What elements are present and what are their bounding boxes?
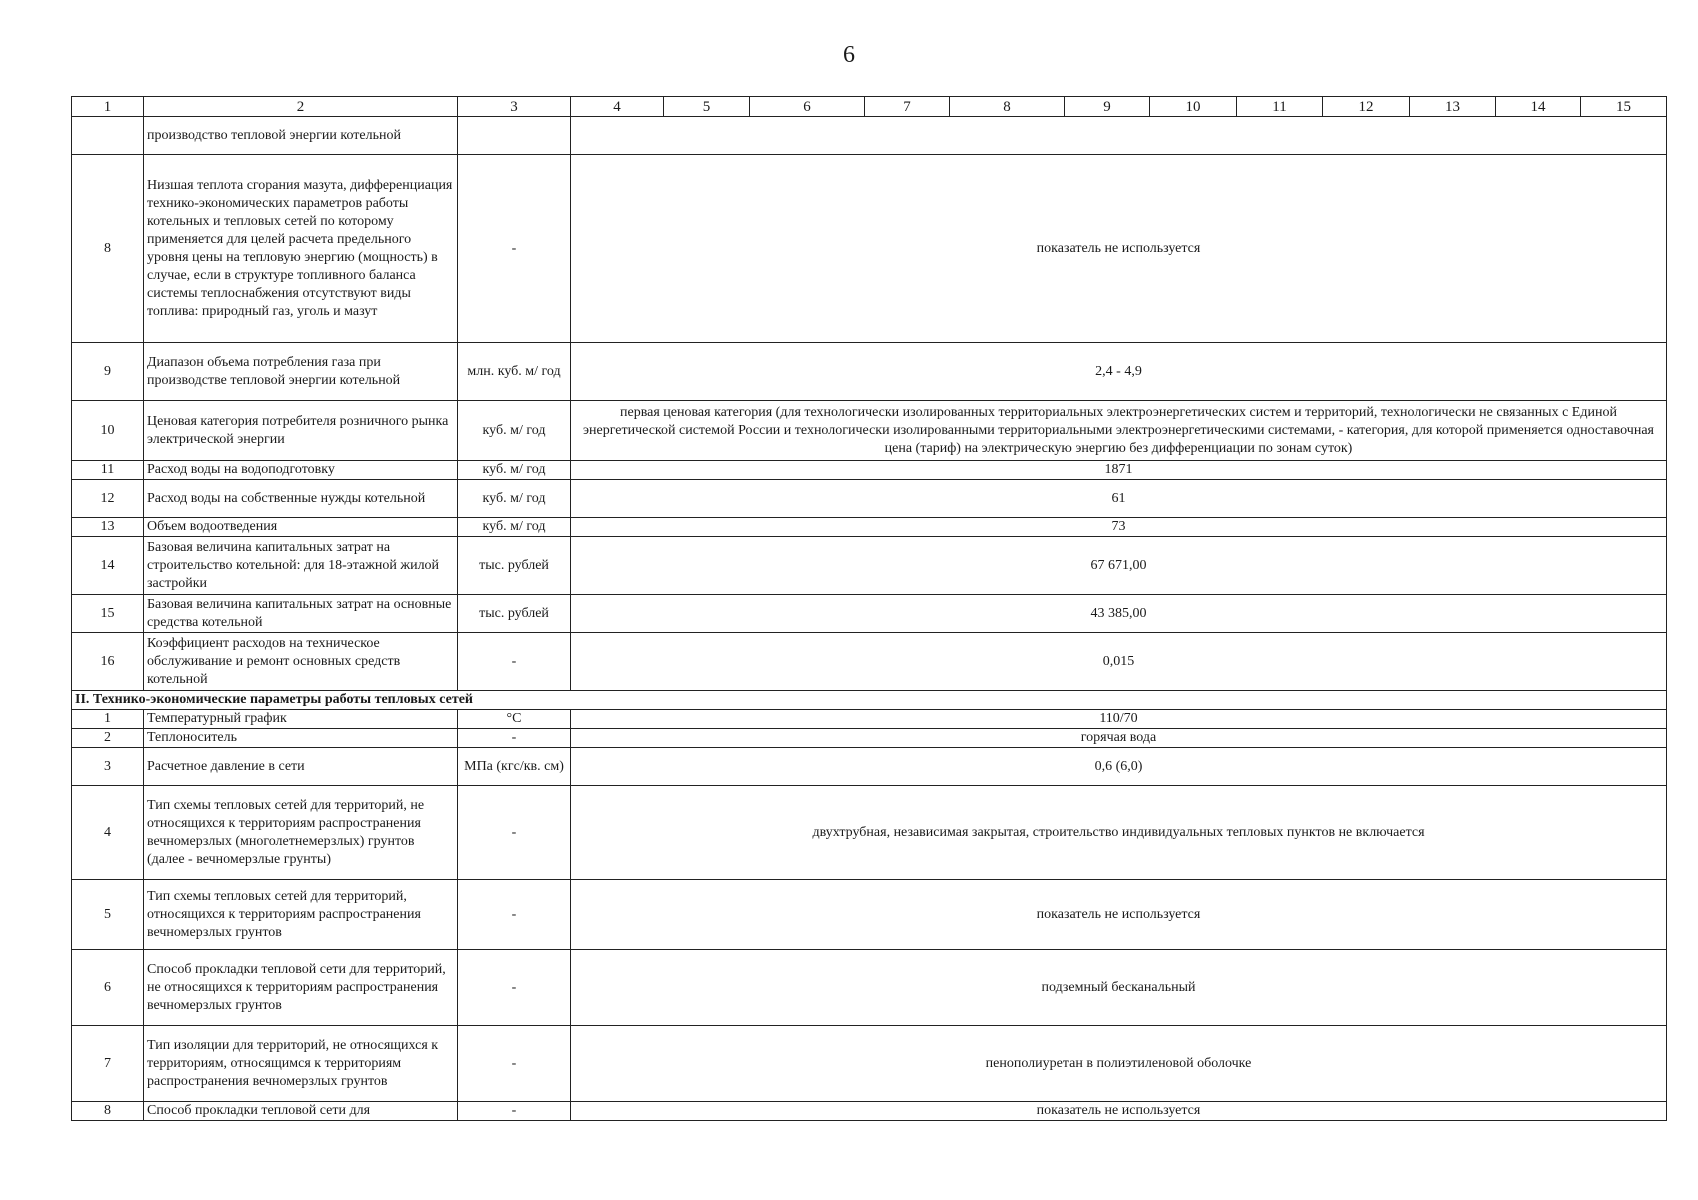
row-number: 10 [72, 401, 144, 461]
parameter-value: 1871 [571, 461, 1667, 480]
parameter-value: 61 [571, 480, 1667, 518]
unit-of-measure: - [458, 155, 571, 343]
col-header: 1 [72, 97, 144, 117]
parameter-name: Расход воды на водоподготовку [144, 461, 458, 480]
row-number: 8 [72, 1102, 144, 1121]
parameter-value: подземный бесканальный [571, 950, 1667, 1026]
unit-of-measure: куб. м/ год [458, 461, 571, 480]
section-title: II. Технико-экономические параметры работы тепловых сетей [72, 691, 1667, 710]
unit-of-measure: млн. куб. м/ год [458, 343, 571, 401]
unit-of-measure [458, 117, 571, 155]
table-row [72, 537, 1667, 595]
row-number: 3 [72, 748, 144, 786]
parameter-name: Способ прокладки тепловой сети для территорий, не относящихся к территориям распространения вечномерзлых грунтов [144, 950, 458, 1026]
table-row [72, 401, 1667, 461]
parameter-value: 73 [571, 518, 1667, 537]
row-number: 4 [72, 786, 144, 880]
parameter-value: показатель не используется [571, 155, 1667, 343]
col-header: 6 [750, 97, 865, 117]
parameter-name: Ценовая категория потребителя розничного рынка электрической энергии [144, 401, 458, 461]
parameter-value: показатель не используется [571, 880, 1667, 950]
parameter-value: 0,6 (6,0) [571, 748, 1667, 786]
table-row [72, 343, 1667, 401]
page-number: 6 [843, 42, 855, 68]
parameter-name: производство тепловой энергии котельной [144, 117, 458, 155]
row-number: 1 [72, 710, 144, 729]
unit-of-measure: куб. м/ год [458, 401, 571, 461]
unit-of-measure: МПа (кгс/кв. см) [458, 748, 571, 786]
parameter-name: Диапазон объема потребления газа при производстве тепловой энергии котельной [144, 343, 458, 401]
unit-of-measure: тыс. рублей [458, 537, 571, 595]
table-row [72, 950, 1667, 1026]
unit-of-measure: - [458, 1102, 571, 1121]
parameter-name: Базовая величина капитальных затрат на строительство котельной: для 18-этажной жилой застройки [144, 537, 458, 595]
col-header: 15 [1581, 97, 1667, 117]
row-number: 14 [72, 537, 144, 595]
unit-of-measure: куб. м/ год [458, 518, 571, 537]
parameter-name: Тип схемы тепловых сетей для территорий, не относящихся к территориям распространения вечномерзлых (многолетнемерзлых) грунтов (далее - вечномерзлые грунты) [144, 786, 458, 880]
col-header: 9 [1065, 97, 1150, 117]
row-number: 8 [72, 155, 144, 343]
parameter-name: Коэффициент расходов на техническое обслуживание и ремонт основных средств котельной [144, 633, 458, 691]
unit-of-measure: °С [458, 710, 571, 729]
unit-of-measure: - [458, 729, 571, 748]
unit-of-measure: тыс. рублей [458, 595, 571, 633]
unit-of-measure: - [458, 786, 571, 880]
row-number: 9 [72, 343, 144, 401]
unit-of-measure: - [458, 950, 571, 1026]
parameter-name: Расчетное давление в сети [144, 748, 458, 786]
unit-of-measure: - [458, 880, 571, 950]
table-row [72, 117, 1667, 155]
table-row [72, 880, 1667, 950]
row-number [72, 117, 144, 155]
parameter-value: двухтрубная, независимая закрытая, строительство индивидуальных тепловых пунктов не включается [571, 786, 1667, 880]
section-heading-row [72, 691, 1667, 710]
parameter-value: 67 671,00 [571, 537, 1667, 595]
parameter-name: Низшая теплота сгорания мазута, дифференциация технико-экономических параметров работы котельных и тепловых сетей по которому применяется для целей расчета предельного уровня цены на тепловую энергию (мощность) в случае, если в структуре топливного баланса системы теплоснабжения отсутствуют виды топлива: природный газ, уголь и мазут [144, 155, 458, 343]
parameter-name: Базовая величина капитальных затрат на основные средства котельной [144, 595, 458, 633]
parameter-value: пенополиуретан в полиэтиленовой оболочке [571, 1026, 1667, 1102]
column-number-header-row [72, 97, 1667, 117]
col-header: 14 [1496, 97, 1581, 117]
parameter-value: 0,015 [571, 633, 1667, 691]
parameter-name: Температурный график [144, 710, 458, 729]
parameter-value: показатель не используется [571, 1102, 1667, 1121]
parameter-value [571, 117, 1667, 155]
row-number: 16 [72, 633, 144, 691]
parameter-value: первая ценовая категория (для технологически изолированных территориальных электроэнергетических систем и территорий, технологически не связанных с Единой энергетической системой России и технологически изолированными территориальными электроэнергетическими системами, - категория, для которой применяется одноставочная цена (тариф) на электрическую энергию без дифференциации по зонам суток) [571, 401, 1667, 461]
table-row [72, 710, 1667, 729]
parameter-name: Объем водоотведения [144, 518, 458, 537]
parameter-value: 43 385,00 [571, 595, 1667, 633]
col-header: 12 [1323, 97, 1410, 117]
row-number: 7 [72, 1026, 144, 1102]
table-row [72, 518, 1667, 537]
row-number: 6 [72, 950, 144, 1026]
table-row [72, 461, 1667, 480]
parameter-name: Способ прокладки тепловой сети для [144, 1102, 458, 1121]
parameters-table [71, 96, 1667, 1121]
table-row [72, 1102, 1667, 1121]
col-header: 13 [1410, 97, 1496, 117]
col-header: 5 [664, 97, 750, 117]
parameter-value: горячая вода [571, 729, 1667, 748]
col-header: 7 [865, 97, 950, 117]
col-header: 2 [144, 97, 458, 117]
row-number: 11 [72, 461, 144, 480]
parameter-name: Тип схемы тепловых сетей для территорий, относящихся к территориям распространения вечномерзлых грунтов [144, 880, 458, 950]
unit-of-measure: - [458, 1026, 571, 1102]
col-header: 11 [1237, 97, 1323, 117]
col-header: 8 [950, 97, 1065, 117]
table-row [72, 729, 1667, 748]
parameter-value: 2,4 - 4,9 [571, 343, 1667, 401]
col-header: 3 [458, 97, 571, 117]
unit-of-measure: куб. м/ год [458, 480, 571, 518]
unit-of-measure: - [458, 633, 571, 691]
table-row [72, 748, 1667, 786]
row-number: 15 [72, 595, 144, 633]
table-row [72, 786, 1667, 880]
table-row [72, 155, 1667, 343]
parameter-name: Тип изоляции для территорий, не относящихся к территориям, относящимся к территориям распространения вечномерзлых грунтов [144, 1026, 458, 1102]
col-header: 4 [571, 97, 664, 117]
table-row [72, 595, 1667, 633]
parameter-name: Расход воды на собственные нужды котельной [144, 480, 458, 518]
row-number: 13 [72, 518, 144, 537]
table-row [72, 480, 1667, 518]
row-number: 5 [72, 880, 144, 950]
table-row [72, 1026, 1667, 1102]
table-row [72, 633, 1667, 691]
parameter-value: 110/70 [571, 710, 1667, 729]
parameter-name: Теплоноситель [144, 729, 458, 748]
row-number: 12 [72, 480, 144, 518]
row-number: 2 [72, 729, 144, 748]
col-header: 10 [1150, 97, 1237, 117]
